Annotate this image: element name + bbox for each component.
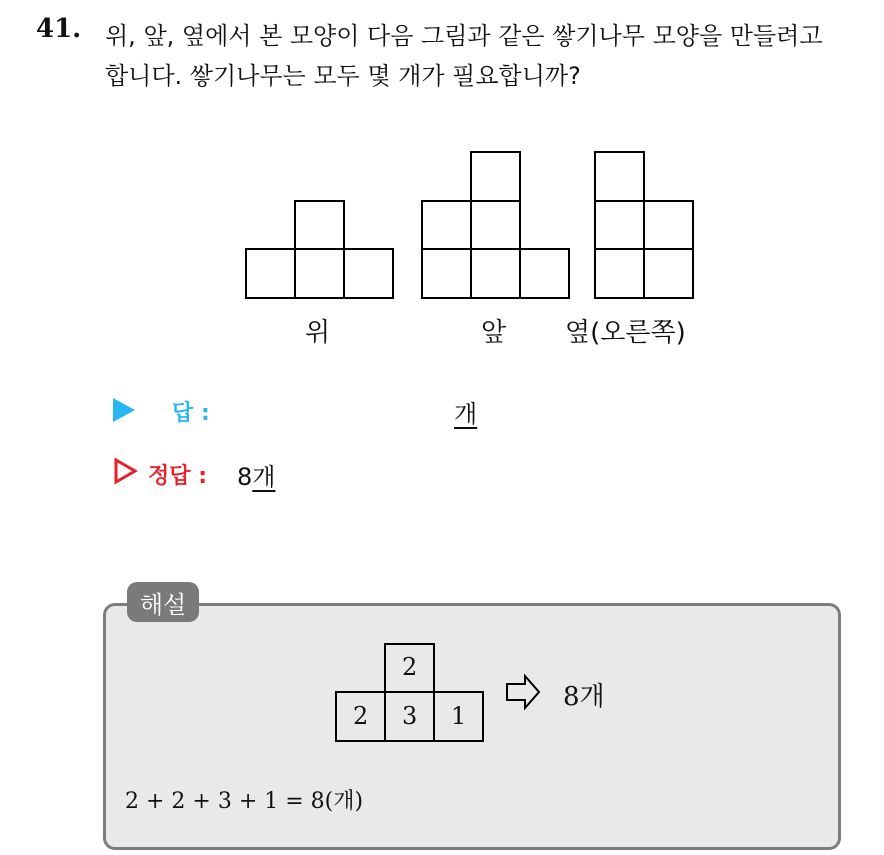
solution-tag: 해설: [127, 582, 199, 622]
question-text-line2: 합니다. 쌓기나무는 모두 몇 개가 필요합니까?: [105, 62, 581, 90]
correct-unit: 개: [252, 463, 276, 491]
answer-blank-unit: 개: [454, 400, 478, 428]
front-view-label: 앞: [481, 318, 507, 348]
solution-result: 8개: [563, 682, 605, 712]
hollow-arrow-icon: [507, 676, 539, 708]
top-view-label: 위: [305, 318, 331, 348]
correct-value: 8: [237, 463, 253, 491]
correct-label: 정답 :: [148, 464, 207, 489]
question-number: 41.: [36, 14, 82, 44]
answer-label: 답 :: [172, 401, 210, 426]
side-view-label: 옆(오른쪽): [565, 318, 686, 348]
grid-cell-bottom-left: 2: [353, 702, 369, 730]
grid-cell-bottom-right: 1: [451, 702, 467, 730]
question-text-line1: 위, 앞, 옆에서 본 모양이 다음 그림과 같은 쌓기나무 모양을 만들려고: [105, 22, 823, 50]
grid-cell-bottom-middle: 3: [402, 702, 418, 730]
grid-cell-top: 2: [402, 653, 418, 681]
solution-equation: 2 + 2 + 3 + 1 = 8(개): [125, 789, 364, 814]
